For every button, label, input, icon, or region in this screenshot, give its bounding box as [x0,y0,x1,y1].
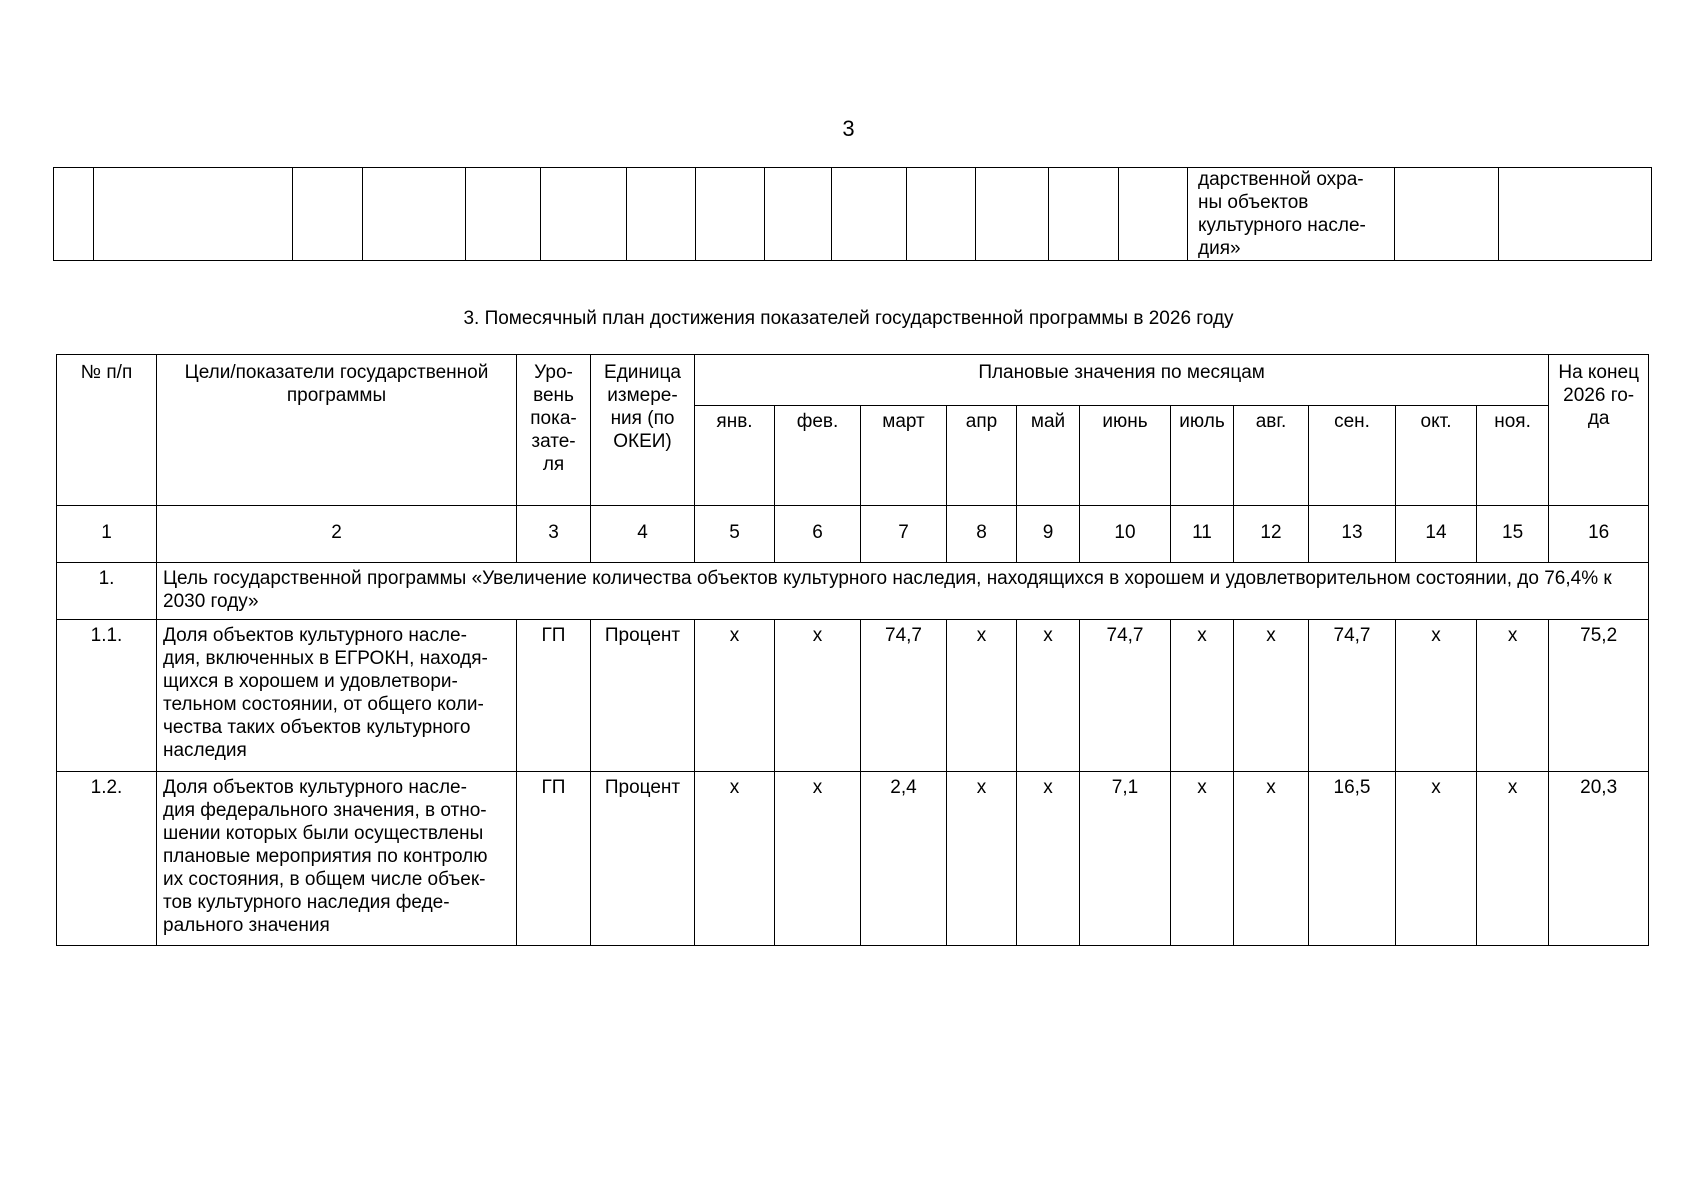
header-unit-text: Единица измере- ния (по ОКЕИ) [604,362,681,452]
continuation-text [1188,168,1395,261]
month-jul: июль [1171,406,1234,506]
month-mar: март [861,406,947,506]
indicator-level: ГП [517,772,591,946]
empty-cell [466,168,541,261]
month-aug: авг. [1234,406,1309,506]
empty-cell [363,168,466,261]
column-number: 13 [1309,506,1396,563]
empty-cell [54,168,94,261]
header-unit [591,355,695,506]
header-level [517,355,591,506]
indicator-name-text: Доля объектов культурного насле- дия федерального значения, в отно- шении которых были осуществлены плановые мероприятия по контролю их состояния, в общем числе объек- тов культурного наследия феде- рального значения [163,777,488,936]
monthly-plan-table [56,354,1649,946]
value-apr: х [947,772,1017,946]
column-number: 12 [1234,506,1309,563]
value-jan: х [695,620,775,772]
continuation-row [54,168,1652,261]
value-jul: х [1171,620,1234,772]
month-feb: фев. [775,406,861,506]
row-num: 1.2. [57,772,157,946]
section-title: 3. Помесячный план достижения показателей государственной программы в 2026 году [463,308,1234,329]
column-numbers-row [57,506,1649,563]
header-row-top [57,355,1649,406]
empty-cell [907,168,976,261]
value-end-of-year: 20,3 [1549,772,1649,946]
empty-cell [765,168,832,261]
month-oct: окт. [1396,406,1477,506]
indicator-name [157,620,517,772]
empty-cell [976,168,1049,261]
value-nov: х [1477,620,1549,772]
goal-num: 1. [57,563,157,620]
column-number: 7 [861,506,947,563]
column-number: 15 [1477,506,1549,563]
column-number: 11 [1171,506,1234,563]
value-mar: 74,7 [861,620,947,772]
empty-cell [627,168,696,261]
empty-cell [1499,168,1652,261]
value-oct: х [1396,620,1477,772]
column-number: 8 [947,506,1017,563]
column-number: 6 [775,506,861,563]
empty-cell [832,168,907,261]
header-end-of-year-text: На конец 2026 го- да [1558,362,1639,429]
table-row [57,772,1649,946]
value-mar: 2,4 [861,772,947,946]
column-number: 9 [1017,506,1080,563]
column-number: 4 [591,506,695,563]
header-end-of-year [1549,355,1649,506]
month-sep: сен. [1309,406,1396,506]
empty-cell [94,168,293,261]
month-jan: янв. [695,406,775,506]
indicator-unit: Процент [591,772,695,946]
empty-cell [541,168,627,261]
header-goals-text: Цели/показатели государственной программы [184,362,489,406]
value-sep: 74,7 [1309,620,1396,772]
column-number: 10 [1080,506,1171,563]
indicator-unit: Процент [591,620,695,772]
value-may: х [1017,772,1080,946]
table-row [57,620,1649,772]
value-nov: х [1477,772,1549,946]
empty-cell [1395,168,1499,261]
month-nov: ноя. [1477,406,1549,506]
value-end-of-year: 75,2 [1549,620,1649,772]
value-sep: 16,5 [1309,772,1396,946]
month-may: май [1017,406,1080,506]
value-aug: х [1234,772,1309,946]
indicator-name [157,772,517,946]
goal-row [57,563,1649,620]
value-jan: х [695,772,775,946]
value-feb: х [775,620,861,772]
row-num: 1.1. [57,620,157,772]
column-number: 2 [157,506,517,563]
indicator-name-text: Доля объектов культурного насле- дия, включенных в ЕГРОКН, находя- щихся в хорошем и удовлетвори- тельном состоянии, от общего коли- чества таких объектов культурного наследия [163,625,488,761]
header-planned [695,355,1549,406]
value-oct: х [1396,772,1477,946]
continuation-table [53,167,1652,261]
column-number: 3 [517,506,591,563]
goal-text: Цель государственной программы «Увеличение количества объектов культурного наследия, находящихся в хорошем и удовлетворительном состоянии, до 76,4% к 2030 году» [157,563,1649,620]
empty-cell [1119,168,1188,261]
header-planned-text: Плановые значения по месяцам [978,362,1265,383]
value-jul: х [1171,772,1234,946]
column-number: 14 [1396,506,1477,563]
indicator-level: ГП [517,620,591,772]
empty-cell [293,168,363,261]
empty-cell [1049,168,1119,261]
month-apr: апр [947,406,1017,506]
empty-cell [696,168,765,261]
value-jun: 74,7 [1080,620,1171,772]
value-aug: х [1234,620,1309,772]
header-goals [157,355,517,506]
value-feb: х [775,772,861,946]
header-num-text: № п/п [80,362,133,383]
column-number: 1 [57,506,157,563]
value-jun: 7,1 [1080,772,1171,946]
column-number: 5 [695,506,775,563]
header-num [57,355,157,506]
column-number: 16 [1549,506,1649,563]
page-number: 3 [842,116,855,141]
header-level-text: Уро- вень пока- зате- ля [530,362,577,475]
value-may: х [1017,620,1080,772]
continuation-text-content: дарственной охра- ны объектов культурного насле- дия» [1198,169,1366,259]
month-jun: июнь [1080,406,1171,506]
value-apr: х [947,620,1017,772]
